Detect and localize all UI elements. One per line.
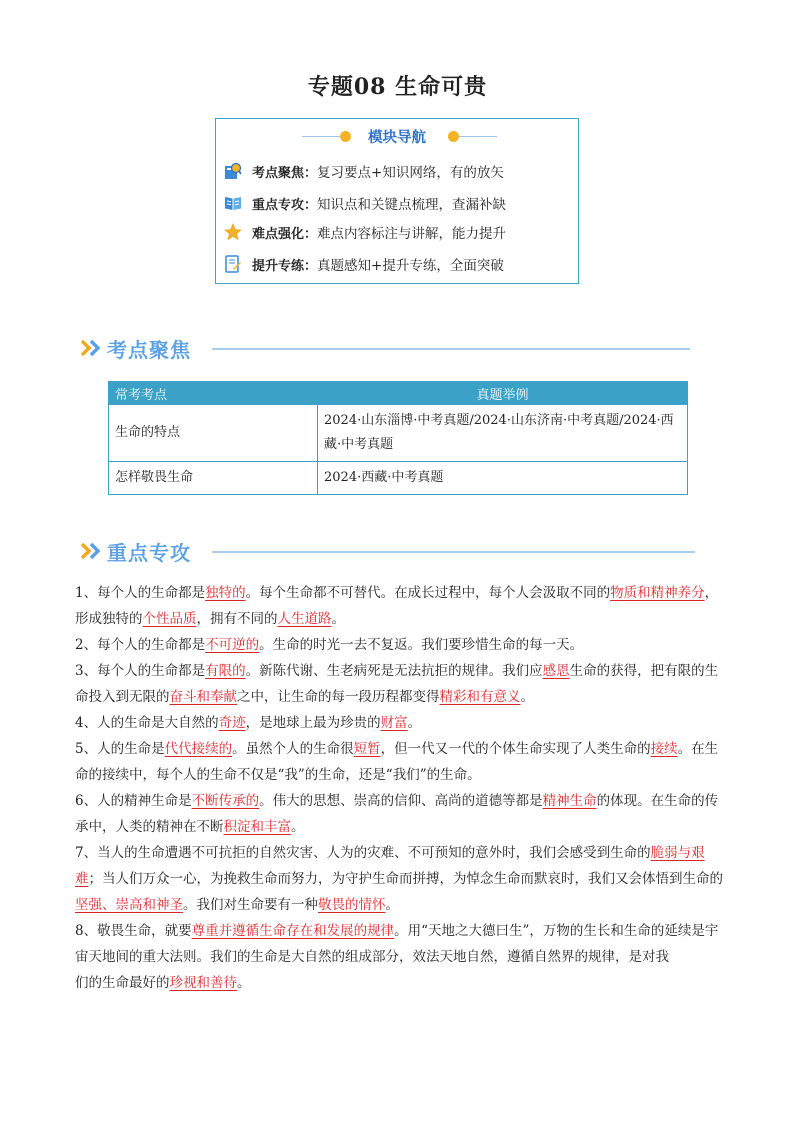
text-segment: 3、每个人的生命都是 [75,663,206,679]
text-segment: 。新陈代谢、生老病死是无法抗拒的规律。我们应 [245,663,543,679]
column-header: 常考考点 [109,382,318,405]
key-phrase: 奇迹 [218,715,246,731]
key-phrase: 坚强、崇高和神圣 [75,897,183,913]
table-header-row [109,382,688,405]
key-phrase: 感恩 [542,663,570,679]
text-segment: 。 [520,689,534,705]
key-phrase: 精彩和有意义 [439,689,521,705]
key-phrase: 奋斗和奉献 [169,689,237,705]
exam-paper-icon [224,255,242,273]
nav-item-key-points [224,192,506,214]
key-phrase: 敬畏的情怀 [318,897,386,913]
nav-item-difficulty [224,221,506,243]
text-segment: 。 [385,897,399,913]
table-cell: 生命的特点 [109,405,318,462]
nav-item-label: 难点强化： [252,226,318,242]
section-divider [212,348,690,350]
table-cell: 2024·西藏·中考真题 [318,462,688,495]
knowledge-point-paragraph [75,970,723,996]
key-phrase: 积淀和丰富 [223,819,291,835]
text-segment: 。 [291,819,305,835]
key-phrase: 财富 [380,715,408,731]
key-phrase: 脆弱与艰难 [75,845,705,887]
module-navigation-title: 模块导航 [368,130,426,146]
key-phrase: 尊重并遵循生命存在和发展的规律 [191,923,395,939]
text-segment: 1、每个人的生命都是 [75,585,206,601]
key-phrase: 有限的 [205,663,246,679]
text-segment: ，形成独特的 [75,585,719,627]
text-segment: 。每个生命都不可替代。在成长过程中，每个人会汲取不同的 [245,585,611,601]
knowledge-point-paragraph [75,840,723,918]
nav-item-desc: 复习要点+知识网络，有的放矢 [317,165,504,181]
text-segment: 的体现。在生命的传承中，人类的精神在不断 [75,793,719,835]
key-phrase: 人生道路 [277,611,332,627]
double-chevron-icon [80,338,104,358]
text-segment: 。 [407,715,422,731]
text-segment: ；当人们万众一心，为挽救生命而努力，为守护生命而拼搏，为悼念生命而默哀时，我们又会体悟到生命的 [88,871,723,887]
knowledge-point-paragraph [75,710,723,736]
key-phrase: 精神生命 [542,793,597,809]
knowledge-point-paragraph [75,736,723,788]
text-segment: 。 [331,611,345,627]
text-segment: 8、敬畏生命，就要 [75,923,192,939]
table-cell: 2024·山东淄博·中考真题/2024·山东济南·中考真题/2024·西藏·中考真题 [318,405,688,462]
knowledge-point-paragraph [75,632,723,658]
table-row [109,405,688,462]
open-book-icon [224,194,242,212]
table-row [109,462,688,495]
nav-item-label: 考点聚焦： [252,165,318,181]
text-segment: ，但一代又一代的个体生命实现了人类生命的 [380,741,651,757]
nav-item-focus [224,160,504,182]
page-title: 专题08 生命可贵 [307,74,488,100]
text-segment: 5、人的生命是 [75,741,165,757]
section-divider [212,551,695,553]
nav-item-desc: 真题感知+提升专练，全面突破 [317,258,504,274]
exam-points-table [108,381,688,495]
nav-item-desc: 知识点和关键点梳理，查漏补缺 [317,197,507,213]
module-navigation-header [216,126,578,146]
knowledge-point-paragraph [75,580,723,632]
nav-item-label: 重点专攻： [252,197,318,213]
text-segment: 。 [237,975,251,991]
magnifier-book-icon [224,162,242,180]
section-header-focus [80,332,695,364]
text-segment: ，拥有不同的 [196,611,278,627]
text-segment: ，是地球上最为珍贵的 [245,715,381,731]
key-phrase: 代代接续的 [164,741,233,757]
text-segment: 6、人的精神生命是 [75,793,192,809]
key-phrase: 珍视和善待 [169,975,237,991]
key-phrase: 物质和精神养分 [610,585,705,601]
table-cell: 怎样敬畏生命 [109,462,318,495]
text-segment: 之中，让生命的每一段历程都变得 [237,689,440,705]
module-navigation-box [215,118,579,284]
text-segment: 。虽然个人的生命很 [232,741,354,757]
text-segment: 。伟大的思想、崇高的信仰、高尚的道德等都是 [259,793,543,809]
double-chevron-icon [80,541,104,561]
knowledge-point-paragraph [75,788,723,840]
knowledge-points [75,580,723,996]
key-phrase: 接续 [650,741,678,757]
text-segment: 。我们对生命要有一种 [183,897,318,913]
star-icon [224,223,242,241]
nav-item-practice [224,253,504,275]
knowledge-point-paragraph [75,658,723,710]
text-segment: 们的生命最好的 [75,975,170,991]
key-phrase: 个性品质 [142,611,197,627]
text-segment: 。在生命的接续中，每个人的生命不仅是“我”的生命，还是“我们”的生命。 [75,741,719,783]
divider [459,136,497,137]
section-title: 重点专攻 [107,541,191,565]
text-segment: 4、人的生命是大自然的 [75,715,219,731]
key-phrase: 短暂 [353,741,381,757]
section-header-key-points [80,535,695,567]
text-segment: 。用“天地之大德曰生”，万物的生长和生命的延续是宇宙天地间的重大法则。我们的生命是大自然的组成部分，效法天地自然，遵循自然界的规律，是对我 [75,923,719,965]
nav-item-desc: 难点内容标注与讲解，能力提升 [317,226,507,242]
nav-item-label: 提升专练： [252,258,318,274]
text-segment: 2、每个人的生命都是 [75,637,206,653]
text-segment: 生命的获得，把有限的生命投入到无限的 [75,663,719,705]
text-segment: 7、当人的生命遭遇不可抗拒的自然灾害、人为的灾难、不可预知的意外时，我们会感受到生命的 [75,845,651,861]
column-header: 真题举例 [318,382,688,405]
key-phrase: 独特的 [205,585,246,601]
knowledge-point-paragraph [75,918,723,970]
dot-icon [448,131,459,142]
key-phrase: 不断传承的 [191,793,260,809]
key-phrase: 不可逆的 [205,637,260,653]
text-segment: 。生命的时光一去不复返。我们要珍惜生命的每一天。 [259,637,584,653]
section-title: 考点聚焦 [107,338,191,362]
